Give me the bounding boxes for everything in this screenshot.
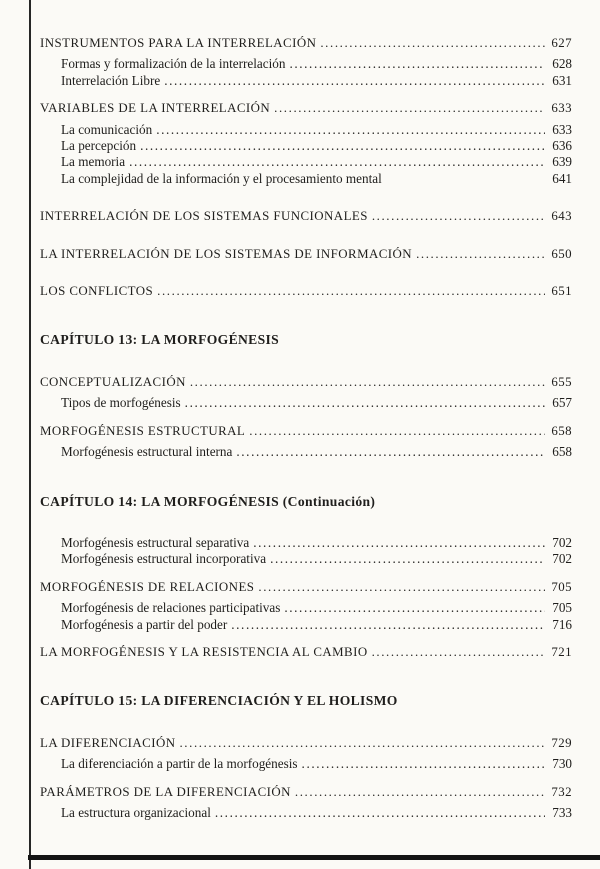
toc-chapter-heading <box>40 332 572 348</box>
dotted-leader <box>190 374 545 390</box>
toc-entry-label: CAPÍTULO 13: LA MORFOGÉNESIS <box>40 332 280 348</box>
toc-entry <box>40 283 572 299</box>
toc-entry-label: LA INTERRELACIÓN DE LOS SISTEMAS DE INFORMACIÓN <box>40 246 413 261</box>
toc-entry <box>40 423 572 439</box>
scan-edge-left-line <box>29 0 31 869</box>
toc-entry-page-number: 639 <box>552 154 572 170</box>
dotted-leader <box>258 579 545 595</box>
toc-entry-page-number: 732 <box>551 784 572 799</box>
toc-entry <box>40 122 572 138</box>
dotted-leader <box>164 73 545 89</box>
toc-entry-page-number: 627 <box>551 36 572 50</box>
toc-entry-label: La diferenciación a partir de la morfogénesis <box>61 756 298 772</box>
toc-entry-page-number: 643 <box>551 209 572 224</box>
dotted-leader <box>236 444 545 460</box>
dotted-leader <box>156 122 545 138</box>
toc-entry <box>40 374 572 390</box>
toc-entry-label: CAPÍTULO 14: LA MORFOGÉNESIS (Continuación) <box>40 493 376 509</box>
toc-entry <box>40 735 572 751</box>
toc-entry-page-number: 705 <box>552 600 572 616</box>
toc-entry-label: La complejidad de la información y el procesamiento mental <box>61 170 382 186</box>
toc-entry <box>40 56 572 72</box>
toc-entry <box>40 395 572 411</box>
toc-entry-page-number: 730 <box>552 756 572 772</box>
toc-entry-page-number: 631 <box>552 72 572 88</box>
dotted-leader <box>372 644 545 660</box>
dotted-leader <box>129 154 545 170</box>
toc-entry <box>40 600 572 616</box>
toc-chapter-heading <box>40 693 572 709</box>
toc-entry-label: LA MORFOGÉNESIS Y LA RESISTENCIA AL CAMBIO <box>40 644 368 659</box>
toc-entry <box>40 208 572 224</box>
toc-entry-label: Morfogénesis de relaciones participativas <box>61 600 281 616</box>
toc-entry-page-number: 651 <box>551 284 572 299</box>
toc-entry <box>40 246 572 262</box>
dotted-leader <box>185 395 545 411</box>
toc-entry-label: Morfogénesis estructural separativa <box>61 534 250 550</box>
toc-entry-label: LA DIFERENCIACIÓN <box>40 735 176 750</box>
toc-entry <box>40 784 572 800</box>
toc-entry-label: MORFOGÉNESIS ESTRUCTURAL <box>40 423 246 438</box>
toc-entry-label: La memoria <box>61 154 126 170</box>
table-of-contents <box>40 24 572 821</box>
toc-entry-page-number: 716 <box>552 616 572 632</box>
dotted-leader <box>231 617 545 633</box>
dotted-leader <box>215 805 545 821</box>
dotted-leader <box>284 600 545 616</box>
dotted-leader <box>274 100 545 116</box>
toc-entry-page-number: 733 <box>552 804 572 820</box>
toc-entry <box>40 617 572 633</box>
toc-entry-label: INTERRELACIÓN DE LOS SISTEMAS FUNCIONALES <box>40 209 368 224</box>
toc-entry <box>40 579 572 595</box>
dotted-leader <box>302 756 545 772</box>
toc-entry-label: PARÁMETROS DE LA DIFERENCIACIÓN <box>40 784 291 799</box>
toc-entry <box>40 535 572 551</box>
toc-entry-label: Formas y formalización de la interrelación <box>61 56 286 72</box>
toc-entry-page-number: 658 <box>551 423 572 438</box>
toc-entry-label: MORFOGÉNESIS DE RELACIONES <box>40 579 255 594</box>
toc-entry-label: La estructura organizacional <box>61 804 211 820</box>
toc-entry-label: Interrelación Libre <box>61 72 161 88</box>
toc-entry-label: Tipos de morfogénesis <box>61 395 181 411</box>
toc-entry-label: Morfogénesis a partir del poder <box>61 616 228 632</box>
toc-entry-page-number: 729 <box>551 735 572 750</box>
toc-entry-page-number: 633 <box>551 101 572 116</box>
toc-entry-page-number: 702 <box>552 551 572 567</box>
toc-entry-label: LOS CONFLICTOS <box>40 284 154 299</box>
toc-entry <box>40 100 572 116</box>
toc-entry <box>40 644 572 660</box>
toc-entry-page-number: 655 <box>551 374 572 389</box>
toc-entry <box>40 551 572 567</box>
toc-entry <box>40 73 572 89</box>
toc-entry-page-number: 636 <box>552 138 572 154</box>
toc-chapter-heading <box>40 494 572 510</box>
dotted-leader <box>270 551 545 567</box>
dotted-leader <box>416 246 545 262</box>
toc-entry-page-number: 657 <box>552 395 572 411</box>
toc-entry-label: VARIABLES DE LA INTERRELACIÓN <box>40 101 271 116</box>
dotted-leader <box>253 535 545 551</box>
toc-entry-page-number: 641 <box>552 170 572 186</box>
toc-entry-label: Morfogénesis estructural incorporativa <box>61 551 267 567</box>
toc-entry-page-number: 721 <box>551 644 572 659</box>
dotted-leader <box>295 784 545 800</box>
toc-entry-page-number: 658 <box>552 444 572 460</box>
scan-edge-bottom-bar <box>28 855 600 860</box>
dotted-leader <box>372 208 545 224</box>
toc-entry <box>40 138 572 154</box>
toc-entry-page-number: 628 <box>552 56 572 72</box>
dotted-leader <box>289 56 545 72</box>
toc-entry-label: CAPÍTULO 15: LA DIFERENCIACIÓN Y EL HOLISMO <box>40 693 398 709</box>
dotted-leader <box>140 138 545 154</box>
toc-entry-label: La comunicación <box>61 121 153 137</box>
toc-entry-label: Morfogénesis estructural interna <box>61 444 233 460</box>
toc-entry-page-number: 705 <box>551 579 572 594</box>
toc-entry-page-number: 633 <box>552 121 572 137</box>
dotted-leader <box>320 35 545 51</box>
toc-entry <box>40 171 572 187</box>
toc-entry <box>40 805 572 821</box>
toc-entry-label: CONCEPTUALIZACIÓN <box>40 374 186 389</box>
toc-entry <box>40 444 572 460</box>
toc-entry <box>40 756 572 772</box>
dotted-leader <box>179 735 545 751</box>
toc-entry-page-number: 702 <box>552 534 572 550</box>
toc-entry-label: INSTRUMENTOS PARA LA INTERRELACIÓN <box>40 36 317 50</box>
toc-entry-page-number: 650 <box>551 246 572 261</box>
dotted-leader <box>157 283 545 299</box>
dotted-leader <box>249 423 545 439</box>
toc-entry <box>40 154 572 170</box>
toc-entry-label: La percepción <box>61 138 137 154</box>
toc-entry <box>40 35 572 51</box>
